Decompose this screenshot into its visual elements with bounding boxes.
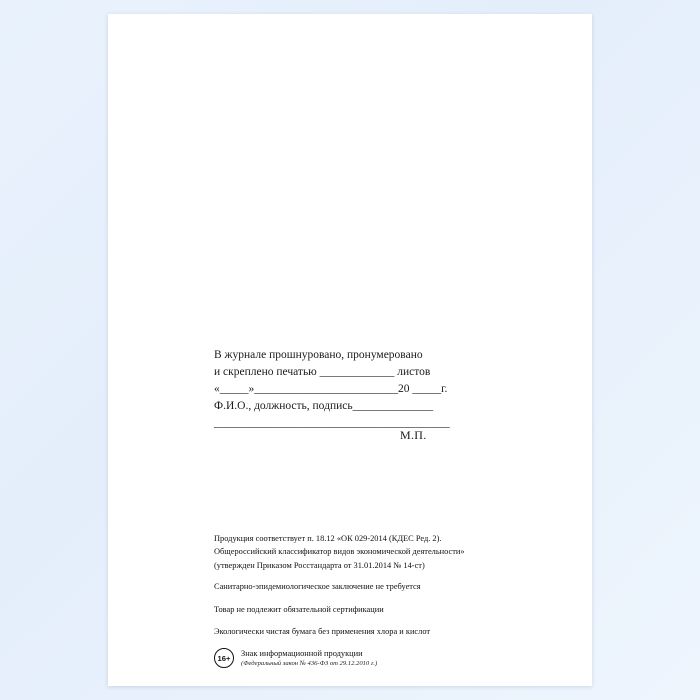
age-rating-badge-icon: 16+ bbox=[214, 648, 234, 668]
certification-statement: Товар не подлежит обязательной сертификации bbox=[214, 604, 384, 614]
eco-paper-statement: Экологически чистая бумага без применения хлора и кислот bbox=[214, 627, 431, 637]
classification-line-2: Общероссийский классификатор видов экономической деятельности» bbox=[214, 547, 465, 557]
document-page bbox=[108, 14, 592, 686]
attestation-line-1: В журнале прошнуровано, пронумеровано bbox=[214, 349, 423, 361]
age-rating-title: Знак информационной продукции bbox=[241, 648, 363, 658]
attestation-block bbox=[214, 347, 544, 432]
sanitary-statement: Санитарно-эпидемиологическое заключение не требуется bbox=[214, 582, 421, 592]
attestation-line-5: _________________________________________ bbox=[214, 417, 450, 429]
classification-paragraph bbox=[214, 533, 564, 571]
seal-mark: М.П. bbox=[400, 428, 427, 442]
age-rating-row bbox=[214, 648, 564, 668]
age-rating-text bbox=[241, 649, 377, 668]
attestation-line-4: Ф.И.О., должность, подпись______________ bbox=[214, 400, 434, 412]
legal-notices-block bbox=[214, 533, 564, 668]
age-rating-subtitle: (Федеральный закон № 436-ФЗ от 29.12.2010 г.) bbox=[241, 659, 378, 667]
classification-line-1: Продукция соответствует п. 18.12 «ОК 029-2014 (КДЕС Ред. 2). bbox=[214, 534, 442, 543]
page-content bbox=[108, 14, 592, 686]
attestation-line-2: и скреплено печатью _____________ листов bbox=[214, 366, 431, 378]
classification-line-3: (утвержден Приказом Росстандарта от 31.01.2014 № 14-ст) bbox=[214, 560, 425, 570]
attestation-line-3: «_____»_________________________20 _____г. bbox=[214, 383, 448, 395]
